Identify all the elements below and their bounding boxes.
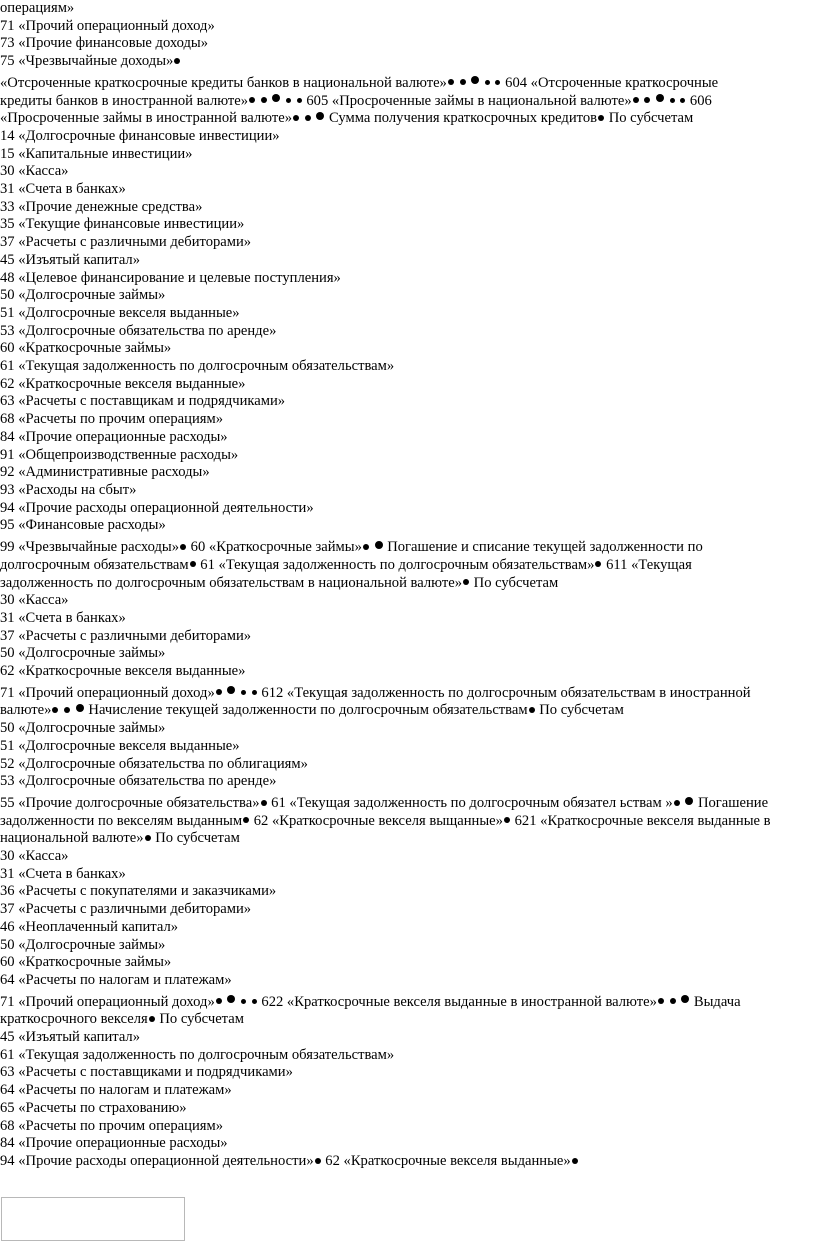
text-segment: задолженности по векселям выданным [0,812,243,829]
text-line [0,1153,812,1171]
bullet-icon [216,998,222,1004]
text-segment: Выдача [693,993,741,1010]
text-line: 31 «Счета в банках» [0,609,126,626]
bullet-icon [670,998,676,1004]
text-line: 31 «Счета в банках» [0,181,126,198]
text-line: 52 «Долгосрочные обязательства по облигациям» [0,755,308,772]
text-line [0,53,812,71]
bullet-icon [656,94,664,102]
bullet-icon [216,689,222,695]
bullet-icon [315,1158,321,1164]
text-segment: долгосрочным обязательствам [0,556,189,573]
text-segment: Сумма получения краткосрочных кредитов [329,110,598,127]
text-line: 71 «Прочий операционный доход» [0,17,215,34]
bullet-icon [658,998,664,1004]
text-line: 91 «Общепроизводственные расходы» [0,446,239,463]
bullet-icon [252,999,257,1004]
text-line: 63 «Расчеты с поставщикам и подрядчиками» [0,393,286,410]
bullet-icon [363,544,369,550]
bullet-icon [76,704,84,712]
bullet-icon [261,800,267,806]
bullet-icon [633,97,639,103]
text-line: 14 «Долгосрочные финансовые инвестиции» [0,127,280,144]
text-segment: 606 [689,92,712,109]
text-segment: Начисление текущей задолженности по долгосрочным обязательствам [88,702,528,719]
bullet-icon [595,561,601,567]
text-line: 30 «Касса» [0,848,69,865]
text-segment: 99 «Чрезвычайные расходы» [0,539,180,556]
text-segment: 604 «Отсроченные краткосрочные [505,74,719,91]
bullet-icon [241,999,246,1004]
text-line: 68 «Расчеты по прочим операциям» [0,1117,224,1134]
bullet-icon [149,1016,155,1022]
bullet-icon [272,94,280,102]
text-line: 51 «Долгосрочные векселя выданные» [0,737,240,754]
text-line: 53 «Долгосрочные обязательства по аренде» [0,322,277,339]
text-line: 36 «Расчеты с покупателями и заказчиками» [0,883,277,900]
text-line: 37 «Расчеты с различными дебиторами» [0,234,252,251]
bullet-icon [241,690,246,695]
text-segment: По субсчетам [539,702,624,719]
text-segment: 62 «Краткосрочные векселя выщанные» [253,812,503,829]
bullet-icon [471,76,479,84]
text-segment: краткосрочного векселя [0,1011,148,1028]
text-line: 64 «Расчеты по налогам и платежам» [0,1082,232,1099]
bullet-icon [674,800,680,806]
text-segment: Погашение [697,794,769,811]
text-segment: 71 «Прочий операционный доход» [0,993,215,1010]
text-line: 30 «Касса» [0,592,69,609]
text-line: 61 «Текущая задолженность по долгосрочным обязательствам» [0,358,395,375]
text-segment: «Отсроченные краткосрочные кредиты банков в национальной валюте» [0,74,447,91]
bullet-icon [495,80,500,85]
bullet-icon [145,835,151,841]
bullet-icon [485,80,490,85]
text-line: 61 «Текущая задолженность по долгосрочным обязательствам» [0,1046,395,1063]
bullet-icon [598,115,604,121]
bullet-icon [316,112,324,120]
text-line: 48 «Целевое финансирование и целевые поступления» [0,269,341,286]
bullet-icon [286,98,291,103]
text-line: 50 «Долгосрочные займы» [0,645,166,662]
text-line: 51 «Долгосрочные векселя выданные» [0,304,240,321]
bullet-icon [261,97,267,103]
bullet-icon [305,115,311,121]
text-line: 68 «Расчеты по прочим операциям» [0,411,224,428]
bullet-icon [572,1158,578,1164]
bullet-icon [463,579,469,585]
bullet-icon [243,817,249,823]
bullet-icon [64,707,70,713]
text-paragraph [0,535,812,592]
text-segment: 621 «Краткосрочные векселя выданные в [514,812,771,829]
bullet-icon [375,541,383,549]
text-paragraph [0,681,812,720]
text-segment: 71 «Прочий операционный доход» [0,684,215,701]
bullet-icon [174,58,180,64]
bullet-icon [293,115,299,121]
text-segment: По субсчетам [159,1011,244,1028]
text-line: 50 «Долгосрочные займы» [0,936,166,953]
text-line: 94 «Прочие расходы операционной деятельности» [0,499,314,516]
bullet-icon [670,98,675,103]
text-line: 93 «Расходы на сбыт» [0,481,137,498]
bullet-icon [529,707,535,713]
text-line: 31 «Счета в банках» [0,865,126,882]
text-line: 15 «Капитальные инвестиции» [0,145,193,162]
text-segment: 94 «Прочие расходы операционной деятельности» [0,1153,314,1169]
text-paragraph [0,71,812,128]
text-segment: По субсчетам [155,830,240,847]
bullet-icon [644,97,650,103]
text-segment: 62 «Краткосрочные векселя выданные» [325,1153,571,1169]
text-line: 37 «Расчеты с различными дебиторами» [0,627,252,644]
text-line: 95 «Финансовые расходы» [0,517,166,534]
text-line: 37 «Расчеты с различными дебиторами» [0,901,252,918]
text-line: 62 «Краткосрочные векселя выданные» [0,375,246,392]
text-segment: 61 «Текущая задолженность по долгосрочным обязател ьствам » [271,794,673,811]
text-line: 60 «Краткосрочные займы» [0,340,172,357]
text-line: 35 «Текущие финансовые инвестиции» [0,216,245,233]
bullet-icon [227,995,235,1003]
text-segment: кредиты банков в иностранной валюте» [0,92,249,109]
text-line: 45 «Изъятый капитал» [0,1029,141,1046]
text-segment: 60 «Краткосрочные займы» [190,539,362,556]
text-line: 45 «Изъятый капитал» [0,251,141,268]
text-segment: 61 «Текущая задолженность по долгосрочным обязательствам» [200,556,595,573]
text-segment: 55 «Прочие долгосрочные обязательства» [0,794,260,811]
text-line: 92 «Административные расходы» [0,464,210,481]
text-segment: 605 «Просроченные займы в национальной валюте» [306,92,632,109]
bullet-icon [180,544,186,550]
text-segment: валюте» [0,702,52,719]
text-paragraph [0,791,812,848]
text-segment: 622 «Краткосрочные векселя выданные в иностранной валюте» [261,993,657,1010]
bullet-icon [681,995,689,1003]
bullet-icon [504,817,510,823]
text-segment: 612 «Текущая задолженность по долгосрочным обязательствам в иностранной [261,684,751,701]
text-segment: «Просроченные займы в иностранной валюте» [0,110,293,127]
text-line: 64 «Расчеты по налогам и платежам» [0,971,232,988]
text-segment: По субсчетам [608,110,694,127]
text-line: 84 «Прочие операционные расходы» [0,1135,228,1152]
text-segment: По субсчетам [473,574,559,591]
text-line: 84 «Прочие операционные расходы» [0,428,228,445]
text-line: 33 «Прочие денежные средства» [0,198,203,215]
text-segment: задолженность по долгосрочным обязательствам в национальной валюте» [0,574,462,591]
text-segment: национальной валюте» [0,830,144,847]
bullet-icon [249,97,255,103]
text-line: 62 «Краткосрочные векселя выданные» [0,663,246,680]
text-line: 30 «Касса» [0,163,69,180]
text-line: 50 «Долгосрочные займы» [0,287,166,304]
bullet-icon [52,707,58,713]
bullet-icon [460,79,466,85]
text-line: 60 «Краткосрочные займы» [0,954,172,971]
text-line: 46 «Неоплаченный капитал» [0,918,179,935]
bullet-icon [190,561,196,567]
text-line: 50 «Долгосрочные займы» [0,720,166,737]
bullet-icon [227,686,235,694]
bullet-icon [685,797,693,805]
text-segment: 75 «Чрезвычайные доходы» [0,53,174,70]
text-line: 73 «Прочие финансовые доходы» [0,35,209,52]
text-segment: Погашение и списание текущей задолженности по [387,539,703,556]
text-line: 63 «Расчеты с поставщиками и подрядчиками» [0,1064,293,1081]
text-line: операциям» [0,0,75,16]
text-line: 53 «Долгосрочные обязательства по аренде» [0,773,277,790]
bullet-icon [448,79,454,85]
bullet-icon [680,98,685,103]
text-segment: 611 «Текущая [606,556,692,573]
text-line: 65 «Расчеты по страхованию» [0,1099,187,1116]
bullet-icon [252,690,257,695]
empty-frame-box [1,1197,185,1241]
bullet-icon [297,98,302,103]
text-paragraph [0,990,812,1029]
